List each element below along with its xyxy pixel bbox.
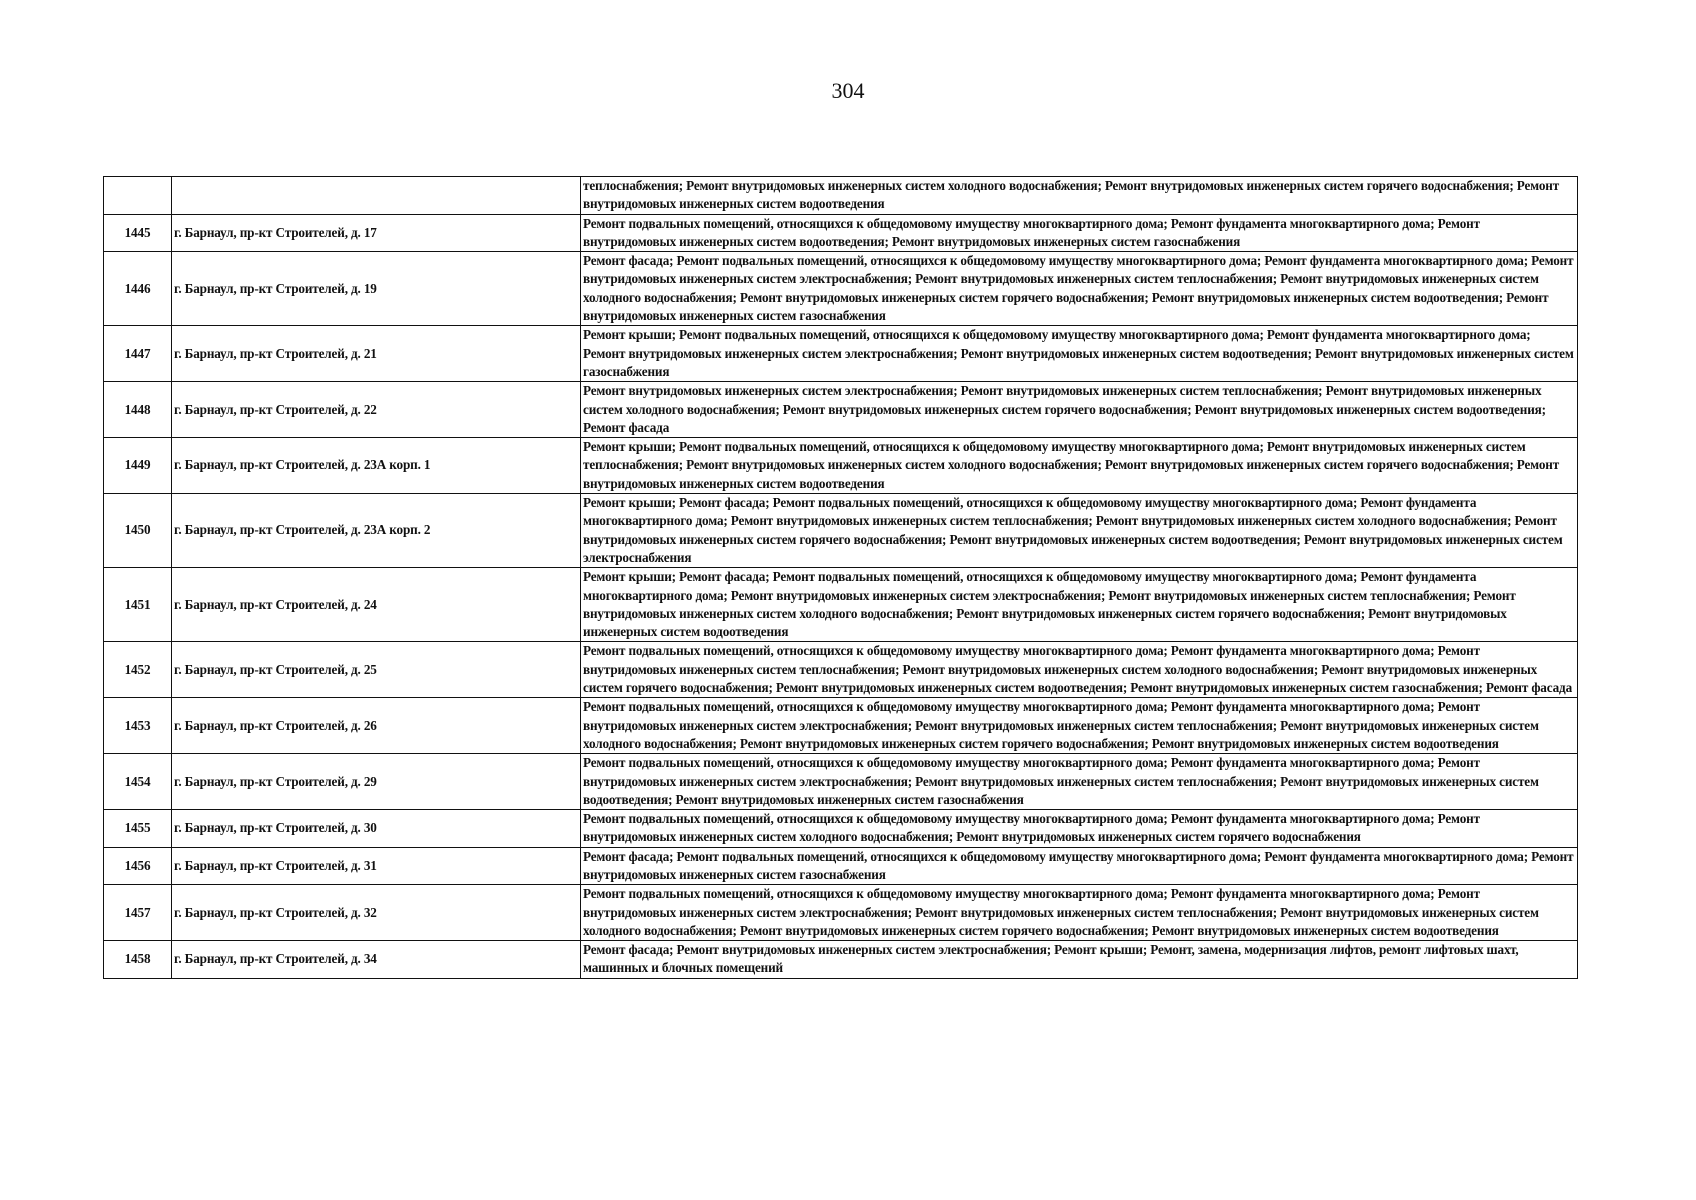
row-number: 1457 [104,885,172,941]
row-address: г. Барнаул, пр-кт Строителей, д. 32 [172,885,581,941]
row-number: 1454 [104,754,172,810]
row-number: 1450 [104,494,172,568]
table-row [104,941,1578,979]
table-row [104,326,1578,382]
page-number: 304 [831,78,865,103]
table-row [104,885,1578,941]
repair-works-table [103,176,1578,979]
table-row [104,438,1578,494]
row-number: 1445 [104,214,172,252]
row-works: Ремонт крыши; Ремонт фасада; Ремонт подвальных помещений, относящихся к общедомовому имуществу многоквартирного дома; Ремонт фундамента многоквартирного дома; Ремонт внутридомовых инженерных систем электроснабжения; Ремонт внутридомовых инженерных систем теплоснабжения; Ремонт внутридомовых инженерных систем холодного водоснабжения; Ремонт внутридомовых инженерных систем горячего водоснабжения; Ремонт внутридомовых инженерных систем водоотведения [581,568,1578,642]
table-row [104,568,1578,642]
row-address: г. Барнаул, пр-кт Строителей, д. 31 [172,847,581,885]
row-number: 1452 [104,642,172,698]
table-row [104,382,1578,438]
row-works: Ремонт крыши; Ремонт подвальных помещений, относящихся к общедомовому имуществу многоквартирного дома; Ремонт внутридомовых инженерных систем теплоснабжения; Ремонт внутридомовых инженерных систем холодного водоснабжения; Ремонт внутридомовых инженерных систем горячего водоснабжения; Ремонт внутридомовых инженерных систем водоотведения [581,438,1578,494]
row-address: г. Барнаул, пр-кт Строителей, д. 26 [172,698,581,754]
row-works: Ремонт внутридомовых инженерных систем электроснабжения; Ремонт внутридомовых инженерных систем теплоснабжения; Ремонт внутридомовых инженерных систем холодного водоснабжения; Ремонт внутридомовых инженерных систем горячего водоснабжения; Ремонт внутридомовых инженерных систем водоотведения; Ремонт фасада [581,382,1578,438]
row-number: 1458 [104,941,172,979]
row-number: 1448 [104,382,172,438]
row-works: Ремонт фасада; Ремонт внутридомовых инженерных систем электроснабжения; Ремонт крыши; Ремонт, замена, модернизация лифтов, ремонт лифтовых шахт, машинных и блочных помещений [581,941,1578,979]
row-address: г. Барнаул, пр-кт Строителей, д. 17 [172,214,581,252]
row-number: 1456 [104,847,172,885]
row-number [104,177,172,215]
row-address: г. Барнаул, пр-кт Строителей, д. 34 [172,941,581,979]
row-number: 1455 [104,810,172,848]
row-address: г. Барнаул, пр-кт Строителей, д. 25 [172,642,581,698]
row-number: 1447 [104,326,172,382]
row-address: г. Барнаул, пр-кт Строителей, д. 24 [172,568,581,642]
row-number: 1453 [104,698,172,754]
row-number: 1449 [104,438,172,494]
row-address: г. Барнаул, пр-кт Строителей, д. 21 [172,326,581,382]
row-number: 1451 [104,568,172,642]
row-address [172,177,581,215]
table-body [104,177,1578,979]
row-address: г. Барнаул, пр-кт Строителей, д. 29 [172,754,581,810]
row-works: Ремонт фасада; Ремонт подвальных помещений, относящихся к общедомовому имуществу многоквартирного дома; Ремонт фундамента многоквартирного дома; Ремонт внутридомовых инженерных систем газоснабжения [581,847,1578,885]
row-address: г. Барнаул, пр-кт Строителей, д. 23А корп. 2 [172,494,581,568]
table-row [104,177,1578,215]
row-address: г. Барнаул, пр-кт Строителей, д. 22 [172,382,581,438]
row-works: Ремонт подвальных помещений, относящихся к общедомовому имуществу многоквартирного дома; Ремонт фундамента многоквартирного дома; Ремонт внутридомовых инженерных систем водоотведения; Ремонт внутридомовых инженерных систем газоснабжения [581,214,1578,252]
row-works: Ремонт подвальных помещений, относящихся к общедомовому имуществу многоквартирного дома; Ремонт фундамента многоквартирного дома; Ремонт внутридомовых инженерных систем электроснабжения; Ремонт внутридомовых инженерных систем теплоснабжения; Ремонт внутридомовых инженерных систем водоотведения; Ремонт внутридомовых инженерных систем газоснабжения [581,754,1578,810]
row-works: Ремонт крыши; Ремонт подвальных помещений, относящихся к общедомовому имуществу многоквартирного дома; Ремонт фундамента многоквартирного дома; Ремонт внутридомовых инженерных систем электроснабжения; Ремонт внутридомовых инженерных систем водоотведения; Ремонт внутридомовых инженерных систем газоснабжения [581,326,1578,382]
row-works: Ремонт подвальных помещений, относящихся к общедомовому имуществу многоквартирного дома; Ремонт фундамента многоквартирного дома; Ремонт внутридомовых инженерных систем электроснабжения; Ремонт внутридомовых инженерных систем теплоснабжения; Ремонт внутридомовых инженерных систем холодного водоснабжения; Ремонт внутридомовых инженерных систем горячего водоснабжения; Ремонт внутридомовых инженерных систем водоотведения [581,885,1578,941]
table-row [104,642,1578,698]
table-row [104,810,1578,848]
row-works: Ремонт подвальных помещений, относящихся к общедомовому имуществу многоквартирного дома; Ремонт фундамента многоквартирного дома; Ремонт внутридомовых инженерных систем электроснабжения; Ремонт внутридомовых инженерных систем теплоснабжения; Ремонт внутридомовых инженерных систем холодного водоснабжения; Ремонт внутридомовых инженерных систем горячего водоснабжения; Ремонт внутридомовых инженерных систем водоотведения [581,698,1578,754]
row-works: теплоснабжения; Ремонт внутридомовых инженерных систем холодного водоснабжения; Ремонт внутридомовых инженерных систем горячего водоснабжения; Ремонт внутридомовых инженерных систем водоотведения [581,177,1578,215]
table-row [104,494,1578,568]
table-row [104,847,1578,885]
table-row [104,214,1578,252]
table-row [104,698,1578,754]
row-works: Ремонт подвальных помещений, относящихся к общедомовому имуществу многоквартирного дома; Ремонт фундамента многоквартирного дома; Ремонт внутридомовых инженерных систем теплоснабжения; Ремонт внутридомовых инженерных систем холодного водоснабжения; Ремонт внутридомовых инженерных систем горячего водоснабжения; Ремонт внутридомовых инженерных систем водоотведения; Ремонт внутридомовых инженерных систем газоснабжения; Ремонт фасада [581,642,1578,698]
row-address: г. Барнаул, пр-кт Строителей, д. 23А корп. 1 [172,438,581,494]
table-row [104,252,1578,326]
row-works: Ремонт крыши; Ремонт фасада; Ремонт подвальных помещений, относящихся к общедомовому имуществу многоквартирного дома; Ремонт фундамента многоквартирного дома; Ремонт внутридомовых инженерных систем теплоснабжения; Ремонт внутридомовых инженерных систем холодного водоснабжения; Ремонт внутридомовых инженерных систем горячего водоснабжения; Ремонт внутридомовых инженерных систем водоотведения; Ремонт внутридомовых инженерных систем электроснабжения [581,494,1578,568]
row-address: г. Барнаул, пр-кт Строителей, д. 30 [172,810,581,848]
row-address: г. Барнаул, пр-кт Строителей, д. 19 [172,252,581,326]
row-number: 1446 [104,252,172,326]
row-works: Ремонт подвальных помещений, относящихся к общедомовому имуществу многоквартирного дома; Ремонт фундамента многоквартирного дома; Ремонт внутридомовых инженерных систем холодного водоснабжения; Ремонт внутридомовых инженерных систем горячего водоснабжения [581,810,1578,848]
row-works: Ремонт фасада; Ремонт подвальных помещений, относящихся к общедомовому имуществу многоквартирного дома; Ремонт фундамента многоквартирного дома; Ремонт внутридомовых инженерных систем электроснабжения; Ремонт внутридомовых инженерных систем теплоснабжения; Ремонт внутридомовых инженерных систем холодного водоснабжения; Ремонт внутридомовых инженерных систем горячего водоснабжения; Ремонт внутридомовых инженерных систем водоотведения; Ремонт внутридомовых инженерных систем газоснабжения [581,252,1578,326]
table-row [104,754,1578,810]
